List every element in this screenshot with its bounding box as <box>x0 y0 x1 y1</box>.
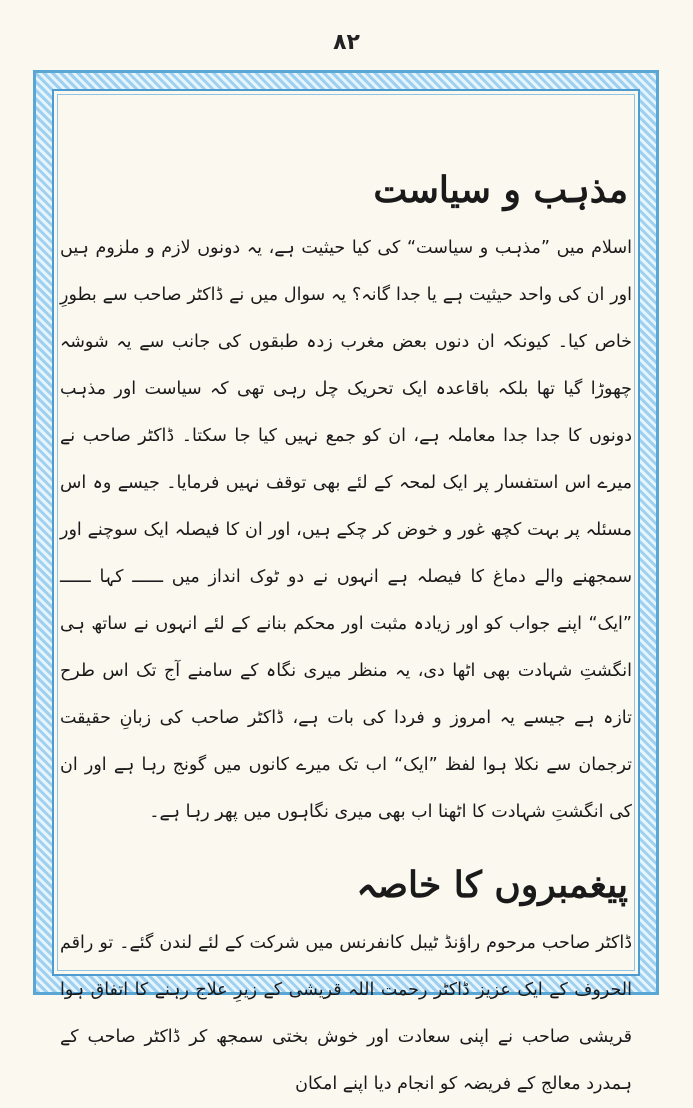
page-number: ۸۲ <box>333 30 360 55</box>
page-content <box>56 155 636 1108</box>
section-paragraph-religion-politics: اسلام میں ”مذہب و سیاست“ کی کیا حیثیت ہے، یہ دونوں لازم و ملزوم ہیں اور ان کی واحد حیثیت ہے یا جدا گانہ؟ یہ سوال میں نے ڈاکٹر صاحب سے بطورِ خاص کیا۔ کیونکہ ان دنوں بعض مغرب زدہ طبقوں کی جانب سے یہ شوشہ چھوڑا گیا تھا بلکہ باقاعدہ ایک تحریک چل رہی تھی کہ سیاست اور مذہب دونوں کا جدا جدا معاملہ ہے، ان کو جمع نہیں کیا جا سکتا۔ ڈاکٹر صاحب نے میرے اس استفسار پر ایک لمحہ کے لئے بھی توقف نہیں فرمایا۔ جیسے وہ اس مسئلہ پر بہت کچھ غور و خوض کر چکے ہیں، اور ان کا فیصلہ ایک سوچنے اور سمجھنے والے دماغ کا فیصلہ ہے انہوں نے دو ٹوک انداز میں ــــــ کہا ــــــ ”ایک“ اپنے جواب کو اور زیادہ مثبت اور محکم بنانے کے لئے انہوں نے ساتھ ہی انگشتِ شہادت بھی اٹھا دی، یہ منظر میری نگاہ کے سامنے آج تک اس طرح تازہ ہے جیسے یہ امروز و فردا کی بات ہے، ڈاکٹر صاحب کی زبانِ حقیقت ترجمان سے نکلا ہوا لفظ ”ایک“ اب تک میرے کانوں میں گونج رہا ہے اور ان کی انگشتِ شہادت کا اٹھنا اب بھی میری نگاہوں میں پھر رہا ہے۔ <box>60 238 632 822</box>
section-heading-religion-politics: مذہب و سیاست <box>373 169 628 211</box>
section-heading-prophets: پیغمبروں کا خاصہ <box>356 864 628 906</box>
section-paragraph-prophets: ڈاکٹر صاحب مرحوم راؤنڈ ٹیبل کانفرنس میں شرکت کے لئے لندن گئے۔ تو راقم الحروف کے ایک عزیز ڈاکٹر رحمت اللہ قریشی کے زیرِ علاج رہنے کا اتفاق ہوا قریشی صاحب نے اپنی سعادت اور خوش بختی سمجھ کر ڈاکٹر صاحب کے ہمدرد معالج کے فریضہ کو انجام دیا اپنے امکان <box>60 933 632 1094</box>
